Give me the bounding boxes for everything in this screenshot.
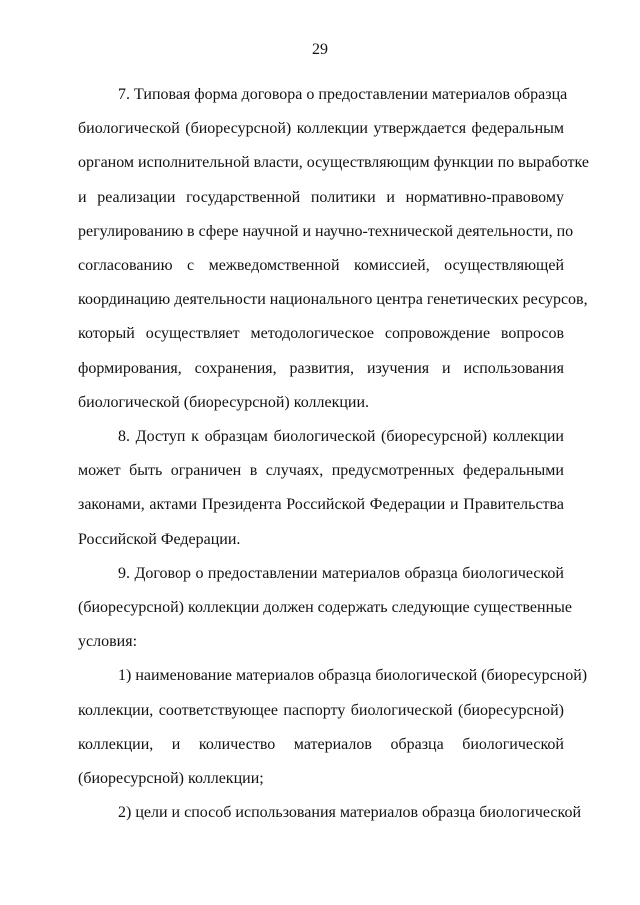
text-line: Российской Федерации.	[78, 530, 241, 548]
text-line: регулированию в сфере научной и научно-технической деятельности, по	[78, 222, 574, 240]
page-number: 29	[312, 41, 328, 58]
text-line: биологической (биоресурсной) коллекции утверждается федеральным	[78, 120, 564, 138]
subitem-2	[78, 796, 581, 830]
text-line: и реализации государственной политики и нормативно-правовому	[78, 188, 564, 206]
paragraph-item-9	[78, 557, 572, 660]
text-line: 1) наименование материалов образца биологической (биоресурсной)	[118, 667, 588, 685]
text-line: может быть ограничен в случаях, предусмотренных федеральными	[78, 462, 564, 480]
text-line: 7. Типовая форма договора о предоставлении материалов образца	[118, 86, 568, 103]
text-line: биологической (биоресурсной) коллекции.	[78, 393, 370, 411]
text-line: условия:	[78, 633, 138, 651]
text-line: органом исполнительной власти, осуществляющим функции по выработке	[78, 154, 589, 172]
text-line: коллекции, и количество материалов образца биологической	[78, 735, 564, 753]
text-line: согласованию с межведомственной комиссией, осуществляющей	[78, 257, 564, 275]
subitem-1	[78, 659, 588, 796]
text-line: 2) цели и способ использования материалов образца биологической	[118, 804, 581, 822]
text-line: (биоресурсной) коллекции;	[78, 770, 264, 788]
text-line: который осуществляет методологическое сопровождение вопросов	[78, 325, 564, 343]
text-line: законами, актами Президента Российской Федерации и Правительства	[78, 496, 564, 514]
paragraph-item-8	[78, 420, 564, 557]
text-line: 9. Договор о предоставлении материалов образца биологической	[118, 564, 564, 582]
text-line: (биоресурсной) коллекции должен содержать следующие существенные	[78, 599, 572, 617]
text-line: координацию деятельности национального центра генетических ресурсов,	[78, 291, 588, 309]
document-body	[78, 78, 589, 830]
paragraph-item-7	[78, 78, 589, 420]
text-line: коллекции, соответствующее паспорту биологической (биоресурсной)	[78, 701, 564, 719]
text-line: формирования, сохранения, развития, изучения и использования	[78, 359, 564, 377]
text-line: 8. Доступ к образцам биологической (биоресурсной) коллекции	[118, 428, 564, 446]
